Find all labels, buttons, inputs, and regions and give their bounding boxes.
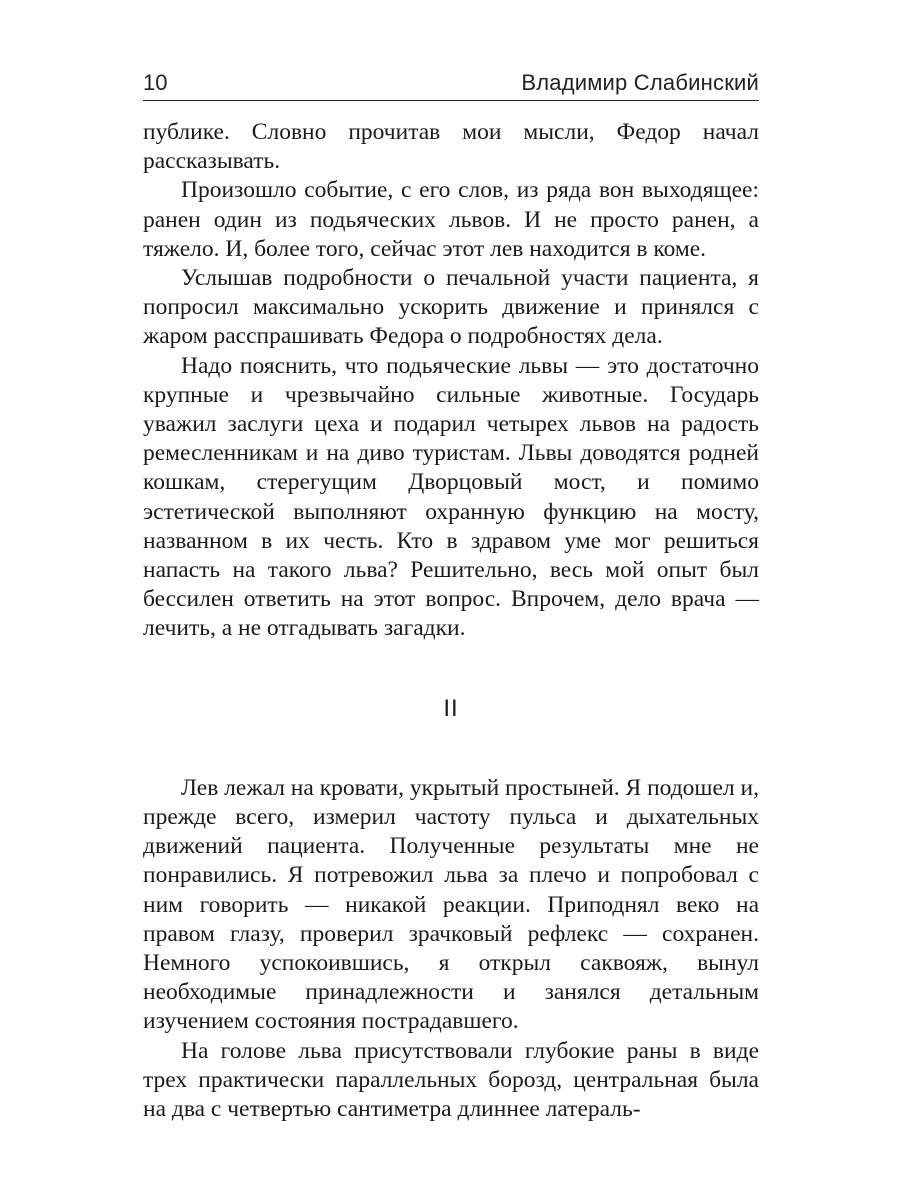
body-text — [143, 118, 759, 1124]
page-number: 10 — [143, 70, 168, 95]
chapter-heading: II — [443, 694, 459, 722]
paragraph: Лев лежал на кровати, укрытый простыней. Я подошел и, прежде всего, измерил частоту пульса и дыхательных движений пациента. Полученные результаты мне не понравились. Я потревожил льва за плечо и попробовал с ним говорить — никакой реакции. Приподнял веко на правом глазу, проверил зрачковый рефлекс — сохранен. Немного успокоившись, я открыл саквояж, вынул необходимые принадлежности и занялся детальным изучением состояния пострадавшего. — [143, 774, 759, 1035]
paragraph-continued: публике. Словно прочитав мои мысли, Федор начал рассказывать. — [143, 119, 759, 175]
paragraph: Надо пояснить, что подьяческие львы — это достаточно крупные и чрезвычайно сильные животные. Государь уважил заслуги цеха и подарил четырех львов на радость ремесленникам и на диво туристам. Львы доводятся родней кошкам, стерегущим Дворцовый мост, и помимо эстетической выполняют охранную функцию на мосту, названном в их честь. Кто в здравом уме мог решиться напасть на такого льва? Решительно, весь мой опыт был бессилен ответить на этот вопрос. Впрочем, дело врача — лечить, а не отгадывать загадки. — [143, 352, 759, 642]
paragraph: Услышав подробности о печальной участи пациента, я попросил максимально ускорить движение и принялся с жаром расспрашивать Федора о подробностях дела. — [143, 265, 759, 350]
author-name: Владимир Слабинский — [521, 70, 759, 95]
paragraph: Произошло событие, с его слов, из ряда вон выходящее: ранен один из подьяческих львов. И не просто ранен, а тяжело. И, более того, сейчас этот лев находится в коме. — [143, 177, 759, 262]
paragraph: На голове льва присутствовали глубокие раны в виде трех практически параллельных борозд, центральная была на два с четвертью сантиметра длиннее латераль- — [143, 1037, 759, 1123]
running-header — [143, 68, 759, 101]
